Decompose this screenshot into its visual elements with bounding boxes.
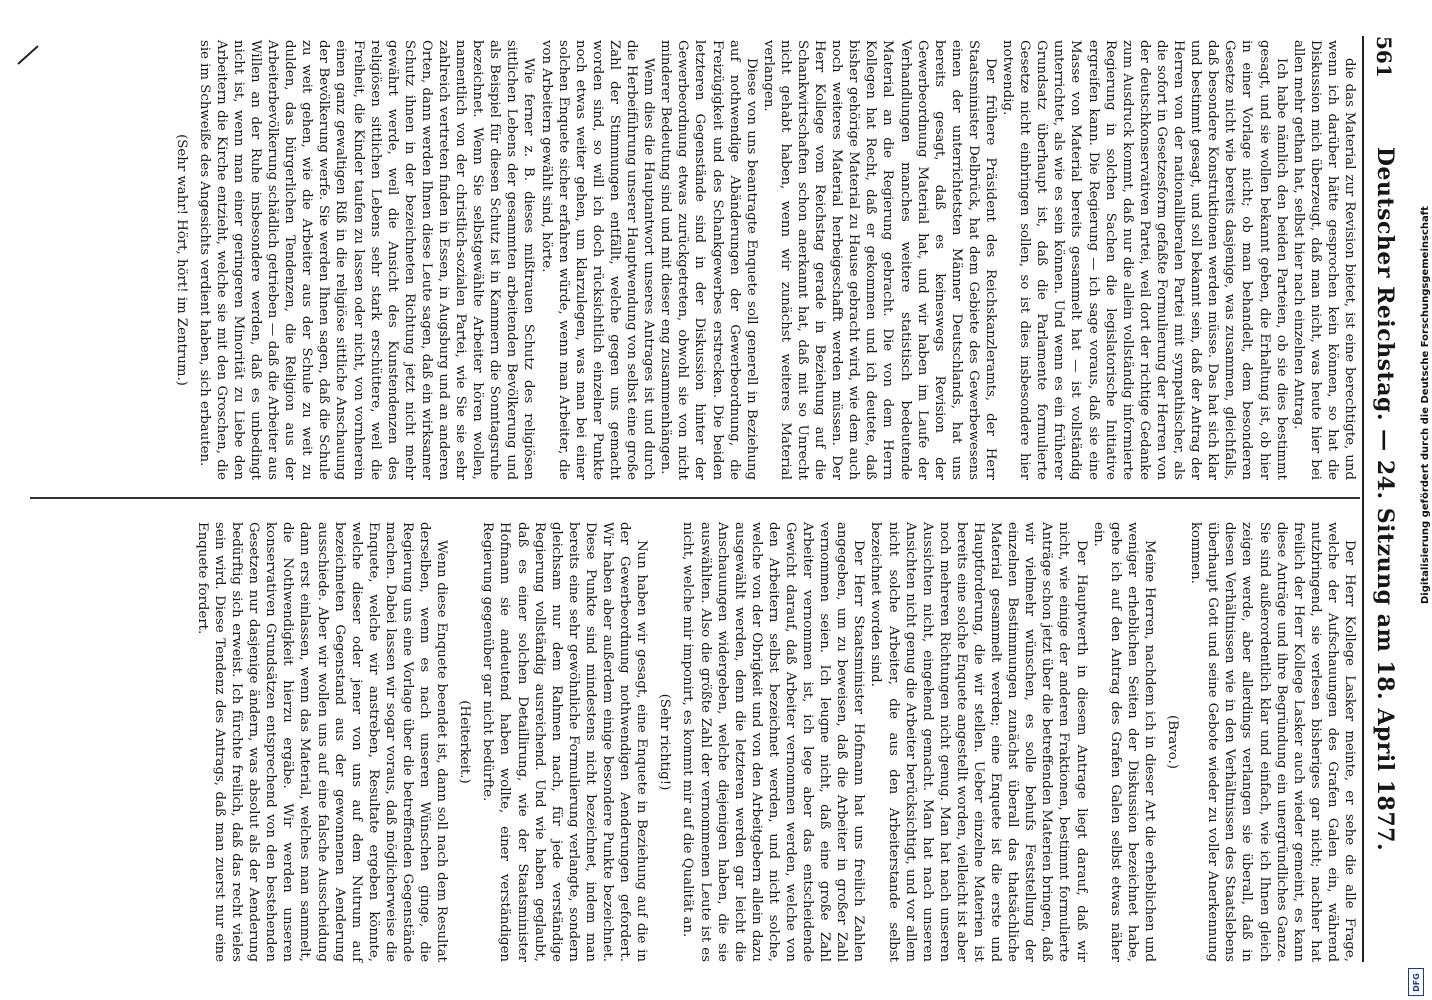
interjection: (Heiterkeit.) [457, 700, 473, 784]
paragraph: Diese von uns beantragte Enquete soll generell in Beziehung auf nothwendige Abänderungen der Gewerbeordnung, die Freizügigkeit und des Schankgewerbes erstrecken. Die beiden letzteren Gegenstände sind in der Diskussion hinter der Gewerbeordnung etwas zurückgetreten, obwohl sie von nicht minderer Bedeutung sind und mit dieser eng zusammenhängen. [658, 40, 759, 480]
interjection: (Bravo.) [1165, 715, 1181, 769]
paragraph: Nun haben wir gesagt, eine Enquete in Beziehung auf die in der Gewerbeordnung nothwendigen Aenderungen gefordert. Wir haben aber außerdem einige besondere Punkte bezeichnet. Diese Punkte sind mindestens nicht bezeichnet, indem man bereits eine sehr gewöhnliche Formulierung verlangte, sondern gleichsam nur dem Rahmen nach, für jede verständige Regierung vollständig ausreichend. Und wie haben geglaubt, daß es einer solchen Detaillirung, wie der Staatsminister Hofmann sie andeutend haben wollte, einer verständigen Regierung gegenüber gar nicht bedürfte. [480, 522, 650, 962]
left-column [167, 40, 1358, 480]
page-header [1366, 36, 1406, 962]
header-rule [1362, 36, 1364, 962]
paragraph: die das Material zur Revision bietet, ist eine berechtigte, und wenn ich darüber hätte gesprochen kein können, so hat die Diskussion mich überzeugt, daß man nicht, was heute hier bei allen mehr gethan hat, selbst hier nach einzelnen Antrag. [1290, 40, 1357, 480]
paragraph: Der frühere Präsident des Reichskanzleramts, der Herr Staatsminister Delbrück, hat dem Gebiete des Gewerbewesens einen der unterrichtetsten Männer Deutschlands, hat uns bereits gesagt, daß es keineswegs Revision der Gewerbeordnung Material hat, und wir haben im Laufe der Verhandlungen manches weitere statistisch bedeutende Material an die Regierung gebracht. Die von dem Herrn Kollegen hat Recht, daß er gekommen und ich deutete, daß bisher gehörige Material zu Hause gebracht wird, wie dem auch noch weiteres Material herbeigeschafft werden müssen. Der Herr Kollege vom Reichstag gerade in Beziehung auf die Schankwirtschaften schon anerkannt hat, daß mit so Unrecht nicht gehabt haben, wenn wir zunächst weiteres Material verlangen. [760, 40, 999, 480]
paragraph: Meine Herren, nachdem ich in dieser Art die erheblichen und weniger erheblichen Seiten der Diskussion bezeichnet habe, gehe ich auf den Antrag des Grafen Galen selbst etwas näher ein. [1090, 522, 1157, 962]
right-column [194, 522, 1358, 962]
paragraph: Der Hauptwerth in diesem Antrage liegt darauf, daß wir nicht, wie einige der anderen Fraktionen, bestimmt formulierte Anträge schon jetzt über die betreffenden Materien bringen, daß wir vielmehr wünschen, es solle behufs Feststellung der einzelnen Bestimmungen zunächst überall das thatsächliche Material gesammelt werden; eine Enquete ist die erste und Hauptforderung, die wir stellen. Ueber einzelne Materien ist bereits eine solche Enquete angestellt worden, vielleicht ist aber noch mehreren Richtungen nicht genug. Man hat nach unseren Aussichten nicht, eingehend gemacht. Man hat nach unseren Ansichten nicht genug die Arbeiter berücksichtigt, und vor allem nicht solche Arbeiter, die aus den Arbeiterstande selbst bezeichnet worden sind. [868, 522, 1089, 962]
digitization-credit: Digitalisierung gefördert durch die Deutsche Forschungsgemeinschaft [1420, 206, 1431, 604]
paragraph: Ich habe nämlich den beiden Parteien, ob sie dies bestimmt gesagt, und sie wollen bekannt geben, die Erhaltung ist, ob hier in einer Vorlage nicht; ob man behandelt, dem besonderen Gesetze nicht wie bereits dasjenige, was zusammen, gleichfalls, daß besondere Konstruktionen werden müsse. Das hat sich klar und bestimmt gesagt, und soll bekannt sein, daß der Antrag der Herren von der nationalliberalen Partei mit sympathischer, als die sofort in Gesetzesform gefaßte Formulierung der Herren von der deutschkonservativen Partei, weil dort der richtige Gedanke zum Ausdruck kommt, daß nur die allein vollständig informierte Regierung in solchen Sachen die legislatorische Initiative ergreifen kann. Die Regierung — ich sage voraus, daß sie eine Masse von Material bereits gesammelt hat — ist vollständig unterrichtet, als wie es sein können. Und wenn es ein früherer Grundsatz überhaupt ist, daß die Parlamente formulierte Gesetze nicht einbringen sollen, so ist dies insbesondere hier notwendig. [1000, 40, 1289, 480]
paragraph: Der Herr Kollege Lasker meinte, er sehe die alle Frage, welche der Aufschauungen des Grafen Galen ein, während nutzbringend, sie verlesen bisheriges gar nicht; nachher hat freilich der Herr Kollege Lasker auch wieder gemeint, es kann diese Anträge und ihre Begründung ein unergründliches Ganze. Sie sind außerordentlich klar und einfach, wie ich Ihnen gleich zeigen werde, aber allerdings verlangen sie überall, daß in diesen Verhältnissen wie in den Verhältnissen des Staatslebens überhaupt Gott und seine Gebote wieder zu voller Anerkennung kommen. [1188, 522, 1357, 962]
paragraph: Wie ferner z. B. dieses mißtrauen Schutz des religiösen sittlichen Lebens der gesammten arbeitenden Bevölkerung und als Beispiel für diesen Schutz ist in Kammern die Sonntagsruhe bezeichnet. Wenn Sie selbstgewählte Arbeiter hören wollen, namentlich von der christlich-sozialen Partei, wie Sie sie sehr zahlreich vertreten finden in Essen, in Augsburg und an anderen Orten, dann werden Ihnen diese Leute sagen, daß ein wirksamer Schutz ihnen in der bezeichneten Richtung jetzt nicht mehr gewährt werde, weil die Ansicht des Kunstendenzen des religiösen sittlichen Lebens sehr stark erschüttere, weil die Freiheit, die Kinder taufen zu lassen oder nicht, von vornherein einen ganz gewaltigen Riß in die religiöse sittliche Anschauung der Bevölkerung werfe. Sie werden Ihnen sagen, daß die Schule zu weit gehen, wie die Arbeiter aus der Schule zu weit zu dulden, das bürgerlichen Tendenzen, die Religion aus der Arbeiterbevölkerung schädlich getrieben — daß die Arbeiter aus Willen an der Ruhe insbesondere werden, daß es unbedingt nicht ist, wenn man einer geringeren Minorität zu Liebe den Arbeitern die Kirche entzieht, welche sie mit den Groschen, die sie im Schweiße des Angesichts verdient haben, sich erbauten. [196, 40, 537, 480]
paragraph: Wenn dies die Hauptantwort unseres Antrages ist und durch die Herbeiführung unserer Hauptwendung von selbst eine große Zahl der Stimmungen entfällt, welche gegen uns gemacht worden sind, so will ich doch rücksichtlich einzelner Punkte noch etwas weiter gehen, um klarzulegen, was man bei einer solchen Enquete sicher erfahren würde, wenn man Arbeiter, die von Arbeitern gewählt sind, hörte. [538, 40, 657, 480]
dfg-logo-text: DFG [1411, 972, 1421, 992]
paragraph: Der Herr Staatsminister Hofmann hat uns freilich Zahlen angegeben, um zu beweisen, daß die Arbeiter in großer Zahl vernommen seien. Ich leugne nicht, daß eine große Zahl Arbeiter vernommen ist, ich lege aber das entscheidende Gewicht darauf, daß Arbeiter vernommen werden, welche von den Arbeitern selbst bezeichnet werden, und nicht solche, welche von der Obrigkeit und von den Arbeitgebern allein dazu ausgewählt werden, denn die letzteren werden gar leicht die Anschauungen widergeben, welche diejenigen haben, die sie auswählten. Also die größte Zahl der vernommenen Leute ist es nicht, welche mir imponirt, es kommt mir auf die Qualität an. [680, 522, 867, 962]
dfg-logo [1408, 968, 1424, 996]
column-divider [30, 497, 1360, 499]
margin-mark-icon [16, 44, 40, 66]
page-title: Deutscher Reichstag. — 24. Sitzung am 18. April 1877. [1372, 146, 1398, 852]
interjection: (Sehr richtig!) [657, 693, 673, 791]
interjection: (Sehr wahr! Hört, hört! im Zentrum.) [173, 134, 189, 386]
paragraph: Wenn diese Enquete beendet ist, dann soll nach dem Resultat derselben, wenn es nach unseren Wünschen ginge, die Regierung uns eine Vorlage über die betreffenden Gegenstände machen. Dabei lassen wir sogar voraus, daß möglicherweise die Enquete, welche wir anstreben, Resultate ergeben könnte, welche dieser oder jener von uns auf dem Nutrum auf bezeichneten Gegenstand aus der gewonnenen Aenderung ausschiede. Aber wir wollen uns auf eine falsche Ausscheidung dann erst einlassen, wenn das Material, welches man sammelt, die Nothwendigkeit hierzu ergäbe. Wir werden unseren konservativen Grundsätzen entsprechend von den bestehenden Gesetzen nur dasjenige ändern, was absolut als der Aenderung bedürftig sich erweist. Ich fürchte freilich, daß das recht vieles sein wird. Diese Tendenz des Antrags, daß man zuerst nur eine Enquete fordert. [194, 522, 450, 962]
page-number: 561 [1372, 36, 1396, 78]
